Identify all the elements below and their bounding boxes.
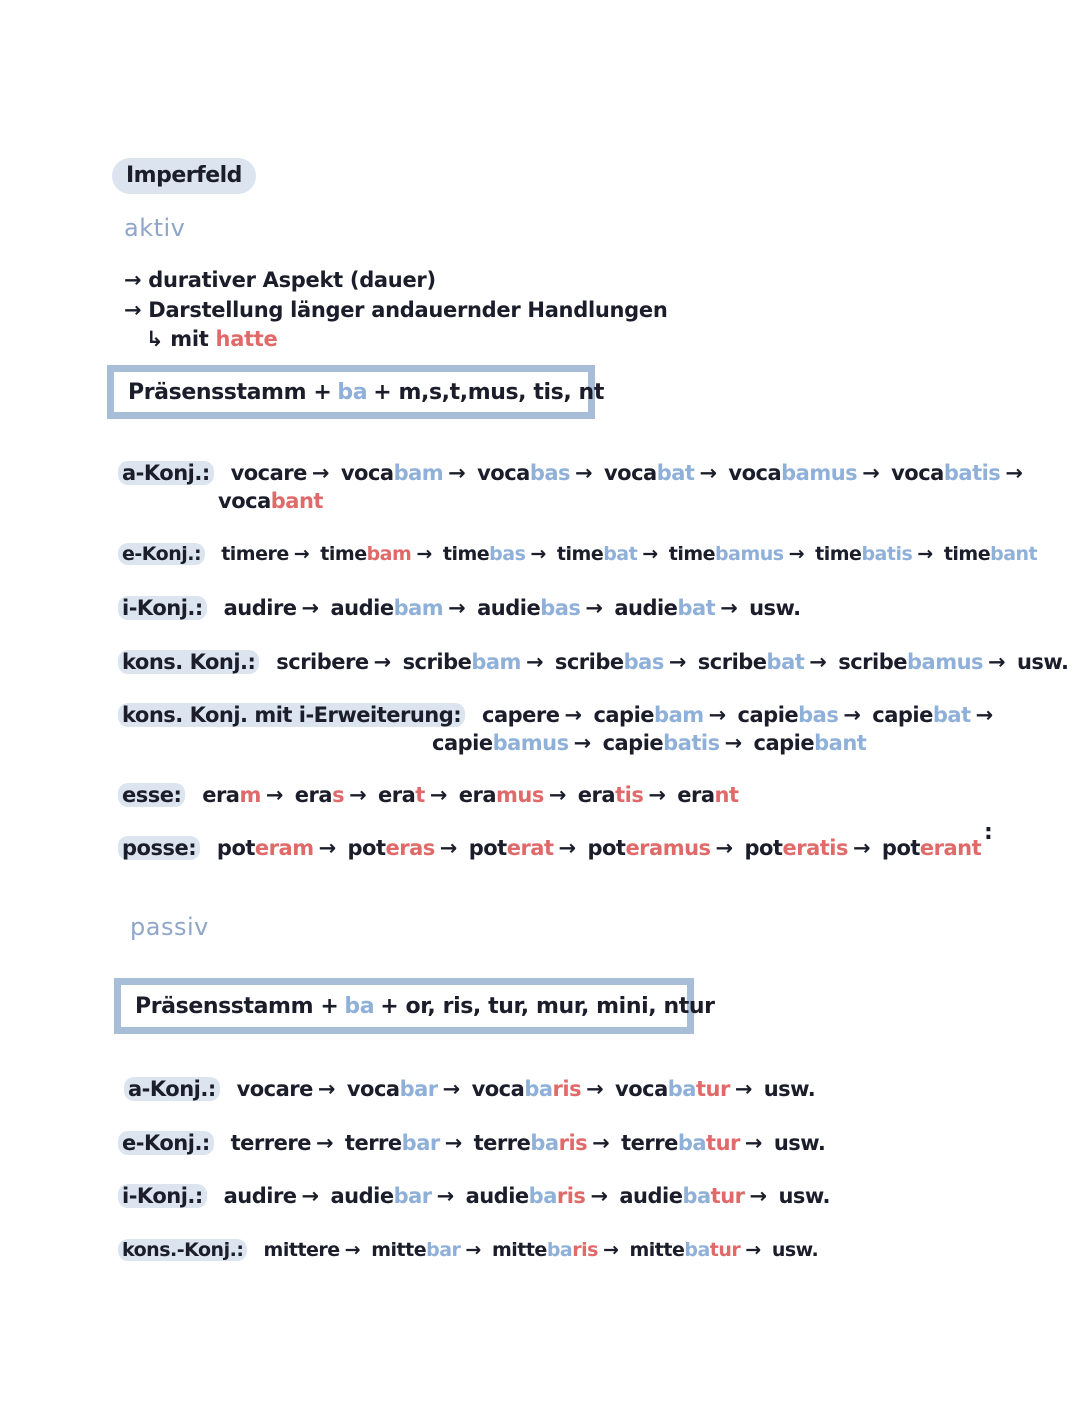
formula-passive-infix: ba [344, 993, 375, 1019]
form: vocabant [218, 489, 323, 513]
arrow-icon: → [975, 703, 993, 727]
form: mittebaris [491, 1239, 598, 1261]
form: vocabam [340, 461, 444, 485]
arrow-icon: → [436, 1184, 454, 1208]
arrow-icon: → [720, 596, 738, 620]
arrow-icon: → [349, 783, 367, 807]
form: eramus [458, 783, 544, 807]
page-title: Imperfeld [112, 158, 256, 194]
infinitive: audire [223, 596, 297, 620]
form: eram [202, 783, 261, 807]
arrow-icon: → [548, 783, 566, 807]
form: capiebatis [602, 731, 720, 755]
active-row-kons-i-cont [432, 731, 866, 755]
etc: usw. [771, 1239, 819, 1261]
form: vocabatis [891, 461, 1001, 485]
formula-active-endings: + m,s,t,mus, tis, nt [373, 379, 604, 405]
arrow-icon: → [575, 461, 593, 485]
row-label: i-Konj.: [118, 1184, 207, 1208]
infinitive: scribere [276, 650, 369, 674]
arrow-icon: → [699, 461, 717, 485]
stray-colon-mark: : [984, 820, 993, 845]
arrow-icon: → [444, 1131, 462, 1155]
row-label: kons. Konj. mit i-Erweiterung: [118, 703, 465, 727]
form: poteramus [587, 836, 711, 860]
form: vocabatur [615, 1077, 730, 1101]
form: poteratis [744, 836, 848, 860]
infinitive: vocare [230, 461, 307, 485]
arrow-icon: → [734, 1077, 752, 1101]
form: audiebar [330, 1184, 432, 1208]
arrow-icon: → [917, 543, 933, 565]
active-row-esse [118, 783, 739, 807]
arrow-icon: → [293, 543, 310, 565]
form: timebamus [668, 543, 784, 565]
form: timebam [320, 543, 412, 565]
active-row-posse [118, 836, 981, 860]
form: timebat [556, 543, 638, 565]
arrow-icon: → [602, 1239, 619, 1261]
arrow-icon: → [373, 650, 391, 674]
active-row-a-konj [118, 461, 1027, 485]
arrow-icon: → [448, 461, 466, 485]
arrow-icon: → [585, 596, 603, 620]
form: vocabar [346, 1077, 438, 1101]
form: mittebar [371, 1239, 461, 1261]
form: capiebamus [432, 731, 569, 755]
etc: usw. [1016, 650, 1069, 674]
arrow-icon: → [715, 836, 733, 860]
row-label: i-Konj.: [118, 596, 207, 620]
form: vocabat [603, 461, 695, 485]
note-line-2: → Darstellung länger andauernder Handlungen [124, 298, 668, 322]
arrow-icon: → [586, 1077, 604, 1101]
form: scribebamus [838, 650, 984, 674]
form: erant [677, 783, 739, 807]
form: audiebam [330, 596, 444, 620]
section-heading-passiv: passiv [130, 913, 209, 941]
form: mittebatur [629, 1239, 741, 1261]
form: terrebatur [621, 1131, 740, 1155]
row-label: posse: [118, 836, 200, 860]
arrow-icon: → [429, 783, 447, 807]
active-row-a-konj-cont [218, 489, 323, 513]
form: erat [378, 783, 425, 807]
arrow-icon: → [558, 836, 576, 860]
arrow-icon: → [988, 650, 1006, 674]
form: timebant [943, 543, 1038, 565]
form: terrebaris [473, 1131, 588, 1155]
arrow-icon: → [301, 596, 319, 620]
arrow-icon: → [317, 1077, 336, 1101]
infinitive: timere [221, 543, 289, 565]
formula-passive-endings: + or, ris, tur, mur, mini, ntur [380, 993, 715, 1019]
arrow-icon: → [311, 461, 330, 485]
form: poterat [468, 836, 554, 860]
arrow-icon: → [749, 1184, 767, 1208]
passive-row-i-konj [118, 1184, 830, 1208]
section-heading-aktiv: aktiv [124, 214, 186, 242]
passive-row-kons-konj [118, 1239, 818, 1261]
arrow-icon: → [315, 1131, 334, 1155]
form: audiebaris [465, 1184, 586, 1208]
formula-active-infix: ba [337, 379, 368, 405]
arrow-icon: → [744, 1131, 762, 1155]
passive-row-e-konj [118, 1131, 825, 1155]
arrow-icon: → [745, 1239, 761, 1261]
form: capiebas [737, 703, 839, 727]
arrow-icon: → [862, 461, 880, 485]
arrow-icon: → [642, 543, 658, 565]
arrow-icon: → [525, 650, 544, 674]
passive-row-a-konj [124, 1077, 815, 1101]
arrow-icon: → [318, 836, 336, 860]
note-line-3-prefix: ↳ mit [146, 327, 209, 351]
infinitive: mittere [263, 1239, 340, 1261]
arrow-icon: → [852, 836, 871, 860]
form: poterant [881, 836, 982, 860]
arrow-icon: → [843, 703, 861, 727]
arrow-icon: → [592, 1131, 610, 1155]
formula-active-box [107, 365, 604, 419]
arrow-icon: → [465, 1239, 481, 1261]
infinitive: terrere [230, 1131, 311, 1155]
row-label: e-Konj.: [118, 1131, 214, 1155]
form: capiebat [872, 703, 971, 727]
note-line-3-highlight: hatte [215, 327, 278, 351]
arrow-icon: → [590, 1184, 608, 1208]
arrow-icon: → [416, 543, 432, 565]
form: vocabas [477, 461, 571, 485]
infinitive: vocare [236, 1077, 313, 1101]
arrow-icon: → [809, 650, 827, 674]
row-label: esse: [118, 783, 185, 807]
form: audiebatur [619, 1184, 745, 1208]
form: eratis [577, 783, 644, 807]
etc: usw. [763, 1077, 816, 1101]
note-line-1: → durativer Aspekt (dauer) [124, 268, 436, 292]
arrow-icon: → [708, 703, 726, 727]
arrow-icon: → [668, 650, 686, 674]
arrow-icon: → [788, 543, 805, 565]
arrow-icon: → [530, 543, 546, 565]
arrow-icon: → [439, 836, 457, 860]
infinitive: audire [223, 1184, 297, 1208]
active-row-kons-i [118, 703, 998, 727]
etc: usw. [778, 1184, 830, 1208]
form: capiebant [753, 731, 867, 755]
form: vocabamus [728, 461, 858, 485]
form: timebatis [815, 543, 913, 565]
arrow-icon: → [265, 783, 283, 807]
row-label: e-Konj.: [118, 543, 205, 565]
form: timebas [442, 543, 526, 565]
form: audiebas [477, 596, 581, 620]
arrow-icon: → [724, 731, 742, 755]
infinitive: capere [482, 703, 560, 727]
note-line-3 [146, 327, 278, 351]
arrow-icon: → [573, 731, 591, 755]
form: scribebas [554, 650, 664, 674]
arrow-icon: → [344, 1239, 361, 1261]
etc: usw. [773, 1131, 826, 1155]
form: eras [294, 783, 345, 807]
arrow-icon: → [1005, 461, 1023, 485]
row-label: a-Konj.: [118, 461, 214, 485]
active-row-kons-konj [118, 650, 1068, 674]
etc: usw. [749, 596, 801, 620]
active-row-e-konj [118, 543, 1037, 565]
form: terrebar [344, 1131, 440, 1155]
form: audiebat [614, 596, 716, 620]
form: vocabaris [471, 1077, 582, 1101]
form: scribebat [697, 650, 805, 674]
arrow-icon: → [648, 783, 666, 807]
formula-passive-box [114, 978, 715, 1034]
form: poteram [216, 836, 314, 860]
row-label: kons. Konj.: [118, 650, 259, 674]
arrow-icon: → [564, 703, 582, 727]
form: scribebam [402, 650, 521, 674]
arrow-icon: → [442, 1077, 460, 1101]
arrow-icon: → [301, 1184, 319, 1208]
form: capiebam [593, 703, 704, 727]
active-row-i-konj [118, 596, 801, 620]
form: poteras [347, 836, 435, 860]
row-label: a-Konj.: [124, 1077, 220, 1101]
formula-passive-stem: Präsensstamm + [135, 993, 339, 1019]
row-label: kons.-Konj.: [118, 1239, 247, 1261]
formula-active-stem: Präsensstamm + [128, 379, 332, 405]
arrow-icon: → [448, 596, 466, 620]
